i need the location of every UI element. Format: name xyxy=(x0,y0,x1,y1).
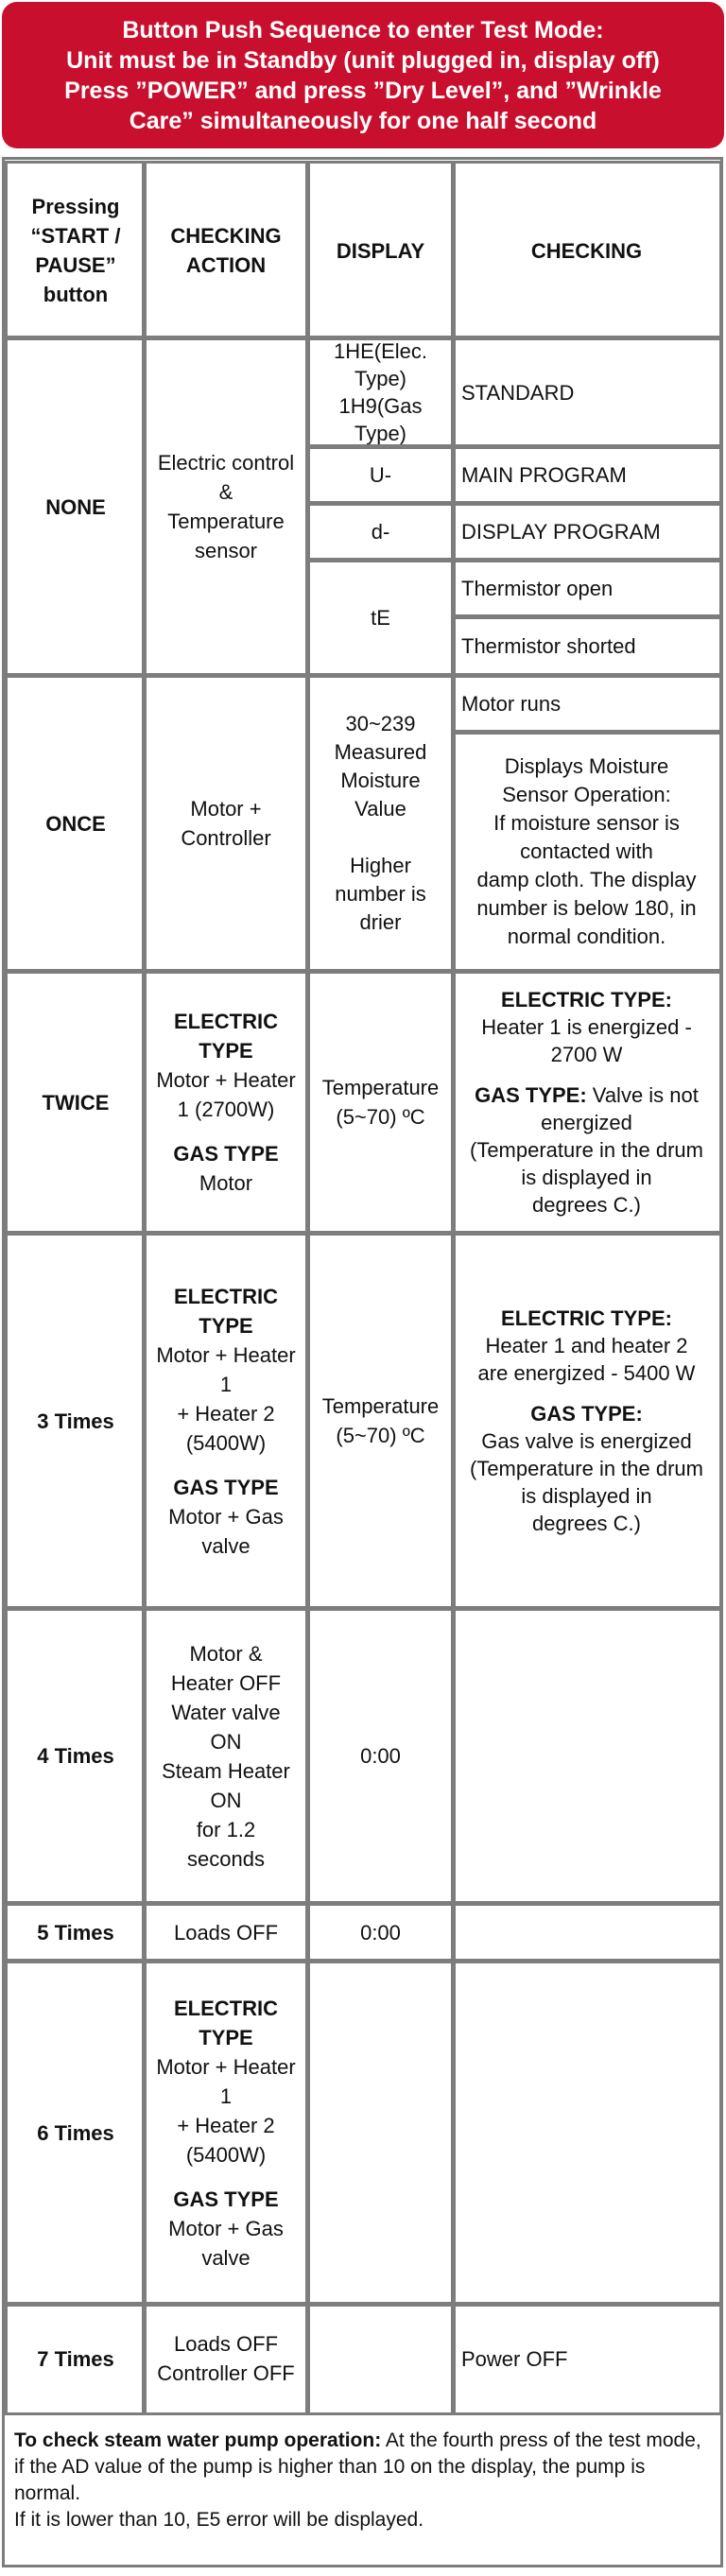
four-display-text: 0:00 xyxy=(360,1744,401,1768)
check-main-text: MAIN PROGRAM xyxy=(461,463,627,487)
three-gas-action-l2: valve xyxy=(201,1533,251,1558)
three-display-l1: Temperature xyxy=(321,1394,440,1418)
row-once-action-l1: Motor + xyxy=(190,797,262,821)
row-once-check-moisture xyxy=(451,730,722,974)
twice-gas-action: Motor xyxy=(199,1171,253,1195)
twice-elec-label-l2: TYPE xyxy=(199,1039,253,1063)
row-six-display xyxy=(305,1959,456,2307)
seven-action-l2: Controller OFF xyxy=(157,2361,295,2385)
four-action-l3: Water valve xyxy=(171,1700,281,1724)
row-none-check-short xyxy=(451,614,722,678)
twice-elec-action-l1: Motor + Heater xyxy=(156,1068,296,1092)
header-checking-action-l2: ACTION xyxy=(185,253,267,277)
six-elec-action-l3: + Heater 2 xyxy=(177,2113,275,2137)
row-seven-display xyxy=(305,2302,456,2415)
twice-check-elec-l1: Heater 1 is energized - xyxy=(481,1015,692,1039)
row-four-check xyxy=(451,1606,722,1906)
check-motor-text: Motor runs xyxy=(461,692,562,716)
row-five-check xyxy=(451,1901,722,1963)
row-none-check-standard xyxy=(451,336,722,449)
row-none-action-l1: Electric control xyxy=(157,451,295,475)
banner-line-4: Care” simultaneously for one half second xyxy=(129,108,597,134)
row-five-press xyxy=(5,1901,147,1963)
row-none-display-main xyxy=(305,444,456,506)
header-pressing xyxy=(5,161,147,340)
once-display-l4: Value xyxy=(354,797,406,821)
note-paragraph-1 xyxy=(14,2428,709,2507)
header-checking xyxy=(451,161,722,340)
three-gas-action-l1: Motor + Gas xyxy=(168,1504,284,1529)
check-standard-text: STANDARD xyxy=(461,380,575,405)
row-seven-check xyxy=(451,2302,722,2415)
three-check-elec-l2: are energized - 5400 W xyxy=(477,1361,696,1385)
note-text-1: At the fourth press of the test mode, if the AD value of the pump is higher than 10 on the display, the pump is normal. xyxy=(14,2429,701,2504)
banner-line-3: Press ”POWER” and press ”Dry Level”, and ”Wrinkle xyxy=(64,78,662,104)
header-pressing-l2: “START / xyxy=(30,224,121,248)
row-none-display-disp xyxy=(305,501,456,562)
row-three-display xyxy=(305,1231,456,1611)
moist-l4: contacted with xyxy=(520,839,653,863)
six-gas-action-l2: valve xyxy=(201,2245,251,2270)
three-check-gas-l3: is displayed in xyxy=(521,1484,652,1508)
twice-check-gas-first: Valve is not xyxy=(586,1083,699,1107)
six-elec-label-l2: TYPE xyxy=(199,2025,253,2049)
once-display-l8: drier xyxy=(359,910,402,934)
twice-gas-label: GAS TYPE xyxy=(173,1142,279,1166)
six-elec-label-l1: ELECTRIC xyxy=(174,1996,278,2020)
three-elec-action-l3: + Heater 2 xyxy=(177,1401,275,1426)
row-six-press xyxy=(5,1959,147,2307)
twice-check-gas-l4: degrees C.) xyxy=(532,1193,641,1217)
row-once-action xyxy=(142,673,310,974)
row-none-press xyxy=(5,336,147,678)
test-mode-banner xyxy=(2,2,724,148)
row-none-press-text: NONE xyxy=(45,494,106,519)
six-gas-label: GAS TYPE xyxy=(173,2187,279,2211)
four-action-l8: seconds xyxy=(187,1846,265,1871)
row-once-press xyxy=(5,673,147,974)
twice-check-elec-l2: 2700 W xyxy=(550,1043,623,1066)
row-twice-press xyxy=(5,969,147,1236)
header-display-text: DISPLAY xyxy=(336,238,425,263)
moist-l6: number is below 180, in xyxy=(476,896,697,920)
seven-action-l1: Loads OFF xyxy=(173,2332,279,2356)
once-display-l2: Measured xyxy=(334,740,427,764)
row-six-check xyxy=(451,1959,722,2307)
row-five-display xyxy=(305,1901,456,1963)
check-short-text: Thermistor shorted xyxy=(461,634,636,658)
row-once-check-motor xyxy=(451,673,722,735)
row-none-action-l2: & xyxy=(218,480,233,504)
row-none-check-disp xyxy=(451,501,722,562)
three-check-elec-l1: Heater 1 and heater 2 xyxy=(485,1334,688,1357)
row-three-press xyxy=(5,1231,147,1611)
three-gas-label: GAS TYPE xyxy=(173,1475,279,1499)
three-check-gas-l4: degrees C.) xyxy=(532,1512,641,1535)
row-twice-check xyxy=(451,969,722,1236)
three-elec-action-l4: (5400W) xyxy=(185,1430,267,1455)
four-action-l7: for 1.2 xyxy=(196,1817,256,1841)
row-seven-action xyxy=(142,2302,310,2415)
display-disp-text: d- xyxy=(371,520,390,544)
display-std-l4: Type) xyxy=(354,422,407,445)
row-seven-press xyxy=(5,2302,147,2415)
row-none-check-main xyxy=(451,444,722,506)
moist-l2: Sensor Operation: xyxy=(502,783,671,806)
three-check-gas-label: GAS TYPE: xyxy=(530,1402,643,1426)
row-none-display-te xyxy=(305,558,456,678)
row-twice-action xyxy=(142,969,310,1236)
five-display-text: 0:00 xyxy=(360,1920,401,1945)
twice-display-l2: (5~70) ºC xyxy=(336,1105,425,1129)
row-once-press-text: ONCE xyxy=(45,811,106,836)
twice-elec-label-l1: ELECTRIC xyxy=(174,1010,278,1033)
three-check-elec-label: ELECTRIC TYPE: xyxy=(501,1306,672,1330)
banner-line-1: Button Push Sequence to enter Test Mode: xyxy=(122,17,604,43)
check-open-text: Thermistor open xyxy=(461,577,614,600)
six-elec-action-l2: 1 xyxy=(219,2083,233,2108)
row-six-action xyxy=(142,1959,310,2307)
display-main-text: U- xyxy=(369,463,392,487)
once-display-l6: Higher xyxy=(350,854,411,877)
three-elec-action-l2: 1 xyxy=(219,1372,233,1396)
three-display-l2: (5~70) ºC xyxy=(336,1424,425,1447)
row-three-check xyxy=(451,1231,722,1611)
moist-l1: Displays Moisture xyxy=(504,754,669,778)
row-three-press-text: 3 Times xyxy=(37,1409,114,1433)
four-action-l4: ON xyxy=(210,1729,242,1754)
row-none-check-open xyxy=(451,558,722,619)
row-five-action xyxy=(142,1901,310,1963)
row-none-action-l3: Temperature xyxy=(167,510,285,533)
once-display-l1: 30~239 xyxy=(345,712,416,735)
five-action-text: Loads OFF xyxy=(173,1920,279,1945)
row-seven-press-text: 7 Times xyxy=(37,2346,114,2371)
note-text-2: If it is lower than 10, E5 error will be displayed. xyxy=(14,2509,424,2531)
six-gas-action-l1: Motor + Gas xyxy=(168,2216,284,2240)
twice-display-l1: Temperature xyxy=(321,1076,440,1099)
moist-l5: damp cloth. The display xyxy=(476,868,697,891)
banner-line-2: Unit must be in Standby (unit plugged in, display off) xyxy=(66,47,660,74)
once-display-l7: number is xyxy=(335,882,426,906)
display-std-l1: 1HE(Elec. xyxy=(333,339,428,363)
three-elec-label-l2: TYPE xyxy=(199,1313,253,1338)
moist-l3: If moisture sensor is xyxy=(493,811,680,835)
three-elec-action-l1: Motor + Heater xyxy=(156,1342,296,1367)
four-action-l5: Steam Heater xyxy=(162,1758,290,1783)
header-checking-text: CHECKING xyxy=(530,238,643,263)
check-disp-text: DISPLAY PROGRAM xyxy=(461,520,661,544)
display-std-l3: 1H9(Gas xyxy=(338,394,423,418)
seven-check-text: Power OFF xyxy=(461,2346,568,2371)
once-display-l3: Moisture xyxy=(340,769,421,792)
twice-check-gas-l2: (Temperature in the drum xyxy=(470,1138,703,1162)
header-checking-action-l1: CHECKING xyxy=(170,224,282,248)
three-check-gas-l1: Gas valve is energized xyxy=(481,1429,692,1453)
three-check-gas-l2: (Temperature in the drum xyxy=(470,1457,703,1480)
twice-check-gas-l3: is displayed in xyxy=(521,1166,652,1189)
three-elec-label-l1: ELECTRIC xyxy=(174,1284,278,1308)
twice-elec-action-l2: 1 (2700W) xyxy=(177,1098,275,1121)
moist-l7: normal condition. xyxy=(507,925,666,948)
row-three-action xyxy=(142,1231,310,1611)
twice-check-gas-label: GAS TYPE: xyxy=(475,1083,587,1107)
row-four-display xyxy=(305,1606,456,1906)
steam-pump-note xyxy=(5,2420,718,2562)
row-five-press-text: 5 Times xyxy=(37,1920,114,1945)
header-checking-action xyxy=(142,161,310,340)
four-action-l2: Heater OFF xyxy=(170,1670,282,1695)
header-pressing-l4: button xyxy=(43,283,109,306)
row-none-action xyxy=(142,336,310,678)
six-elec-action-l4: (5400W) xyxy=(185,2142,267,2167)
twice-check-gas-l1: energized xyxy=(541,1111,632,1134)
row-once-display xyxy=(305,673,456,974)
six-elec-action-l1: Motor + Heater xyxy=(156,2054,296,2079)
row-none-action-l4: sensor xyxy=(194,539,258,562)
display-te-text: tE xyxy=(371,606,390,630)
four-action-l1: Motor & xyxy=(189,1641,263,1666)
display-std-l2: Type) xyxy=(354,367,407,390)
row-four-press-text: 4 Times xyxy=(37,1744,114,1768)
row-twice-press-text: TWICE xyxy=(42,1090,110,1115)
row-once-action-l2: Controller xyxy=(181,826,271,850)
row-none-display-standard xyxy=(305,336,456,449)
row-twice-display xyxy=(305,969,456,1236)
header-display xyxy=(305,161,456,340)
four-action-l6: ON xyxy=(210,1788,242,1812)
row-four-action xyxy=(142,1606,310,1906)
twice-check-elec-label: ELECTRIC TYPE: xyxy=(501,988,672,1011)
row-four-press xyxy=(5,1606,147,1906)
row-six-press-text: 6 Times xyxy=(37,2120,114,2145)
header-pressing-l3: PAUSE” xyxy=(35,253,116,277)
note-bold: To check steam water pump operation: xyxy=(14,2429,382,2451)
header-pressing-l1: Pressing xyxy=(31,195,120,218)
